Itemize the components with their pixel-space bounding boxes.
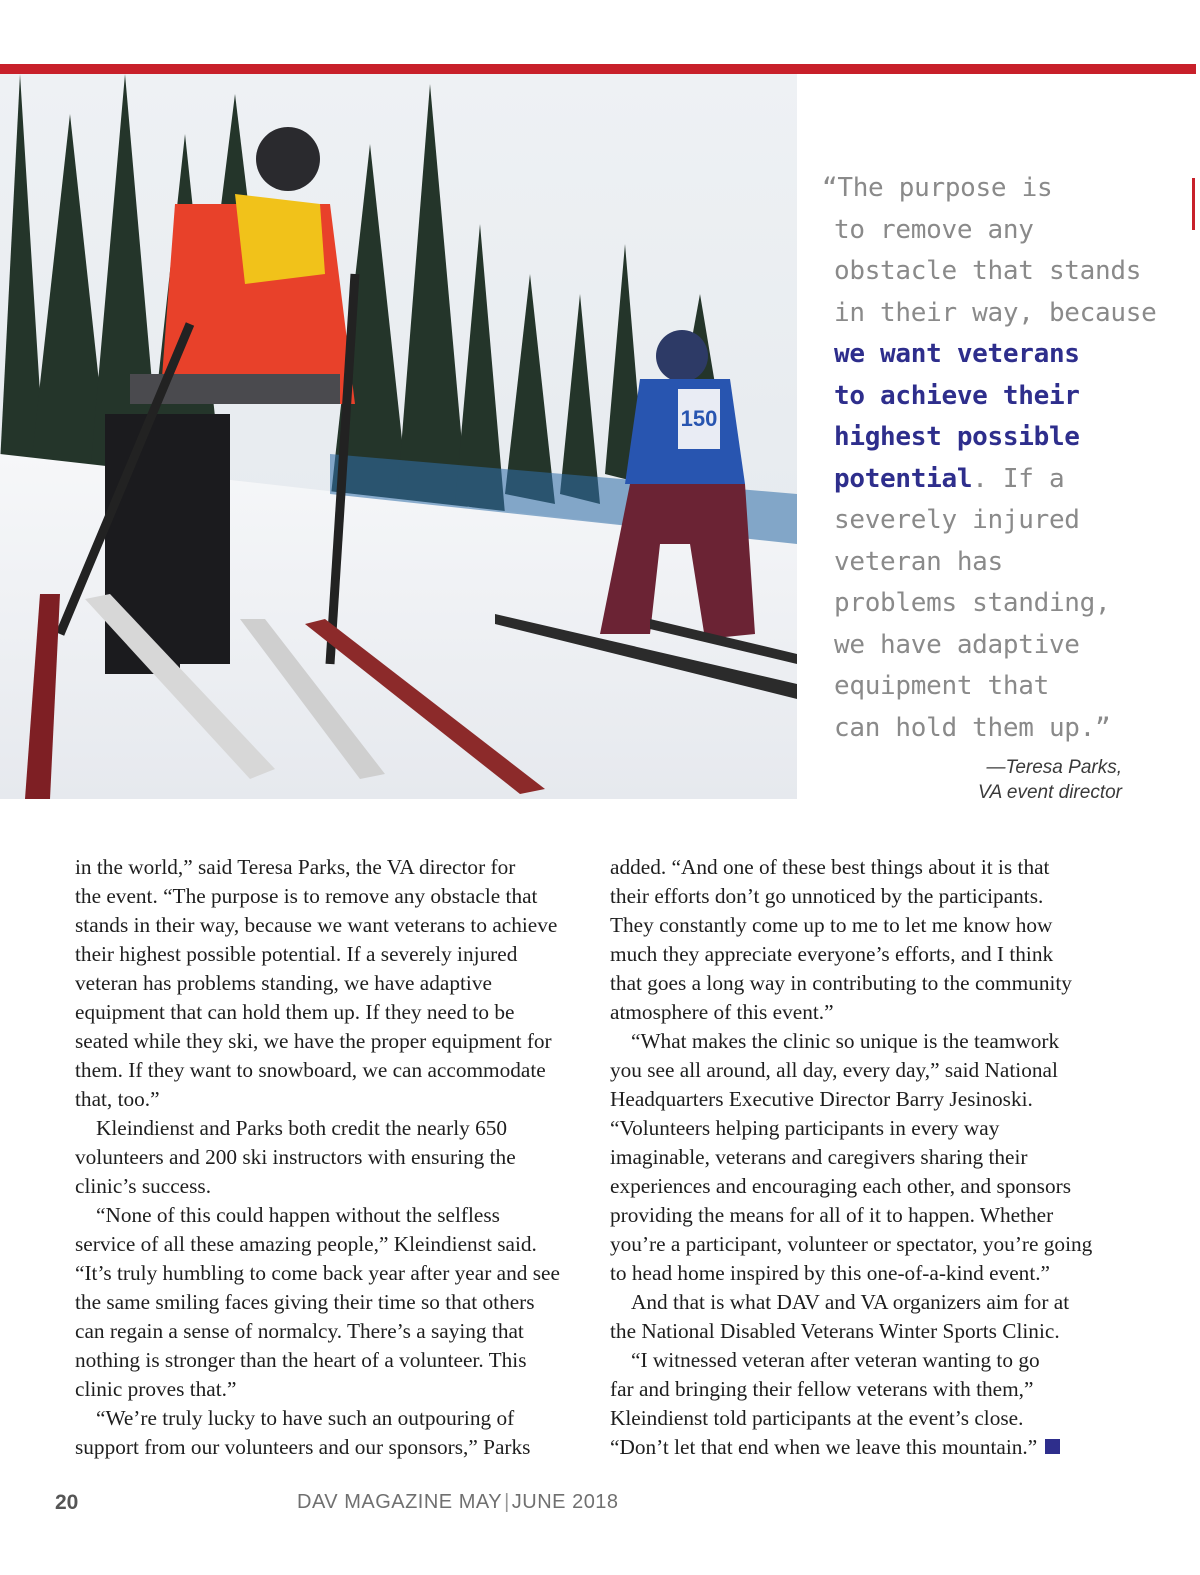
body-line: seated while they ski, we have the proper equipment for bbox=[75, 1029, 552, 1053]
body-line: And that is what DAV and VA organizers aim for at bbox=[631, 1290, 1070, 1314]
pull-quote-highlight-line: we want veterans bbox=[834, 339, 1080, 369]
footer-magazine-name: DAV MAGAZINE bbox=[297, 1491, 453, 1513]
body-line: you’re a participant, volunteer or spectator, you’re going bbox=[610, 1232, 1093, 1256]
body-line: imaginable, veterans and caregivers sharing their bbox=[610, 1145, 1028, 1169]
attribution-name: —Teresa Parks, bbox=[986, 757, 1122, 778]
pull-quote-highlight-line: highest possible bbox=[834, 422, 1080, 452]
body-line: can regain a sense of normalcy. There’s a saying that bbox=[75, 1319, 524, 1343]
body-line: clinic proves that.” bbox=[75, 1377, 237, 1401]
pull-quote-line: to remove any bbox=[834, 214, 1034, 245]
body-line: much they appreciate everyone’s efforts, and I think bbox=[610, 942, 1054, 966]
body-line: that goes a long way in contributing to the community bbox=[610, 971, 1072, 995]
body-line: “None of this could happen without the selfless bbox=[96, 1203, 500, 1227]
body-last-line bbox=[610, 1433, 1130, 1462]
page-edge-mark bbox=[1192, 178, 1195, 230]
body-line: their efforts don’t go unnoticed by the participants. bbox=[610, 884, 1044, 908]
body-line: “It’s truly humbling to come back year after year and see bbox=[75, 1261, 560, 1285]
body-line: “I witnessed veteran after veteran wanting to go bbox=[631, 1348, 1040, 1372]
body-line: the same smiling faces giving their time so that others bbox=[75, 1290, 535, 1314]
body-line: Kleindienst told participants at the event’s close. bbox=[610, 1406, 1024, 1430]
pull-quote-mixed-line bbox=[822, 459, 1152, 501]
body-line: added. “And one of these best things about it is that bbox=[610, 855, 1050, 879]
body-line: “We’re truly lucky to have such an outpouring of bbox=[96, 1406, 515, 1430]
body-line: equipment that can hold them up. If they need to be bbox=[75, 1000, 515, 1024]
body-line: atmosphere of this event.” bbox=[610, 1000, 834, 1024]
body-line: support from our volunteers and our sponsors,” Parks bbox=[75, 1435, 531, 1459]
pull-quote-line: we have adaptive bbox=[834, 629, 1080, 660]
body-column-left bbox=[75, 853, 595, 1462]
body-line: that, too.” bbox=[75, 1087, 160, 1111]
footer-separator: | bbox=[504, 1491, 510, 1513]
feature-photo bbox=[0, 74, 797, 799]
pull-quote-line: severely injured bbox=[834, 505, 1080, 535]
top-red-rule bbox=[0, 64, 1196, 74]
pull-quote-attribution bbox=[978, 755, 1122, 805]
body-line: clinic’s success. bbox=[75, 1174, 212, 1198]
bib-number: 150 bbox=[680, 406, 718, 431]
body-line-text: “Don’t let that end when we leave this mountain.” bbox=[610, 1435, 1038, 1459]
body-column-right bbox=[610, 853, 1130, 1462]
pull-quote-highlight-word: potential bbox=[834, 463, 973, 494]
footer-issue-rest: JUNE 2018 bbox=[511, 1491, 619, 1513]
pull-quote-line: problems standing, bbox=[834, 588, 1111, 618]
body-line: experiences and encouraging each other, and sponsors bbox=[610, 1174, 1071, 1198]
pull-quote-line: can hold them up.” bbox=[834, 712, 1111, 743]
pull-quote-line: in their way, because bbox=[834, 297, 1157, 328]
body-line: veteran has problems standing, we have adaptive bbox=[75, 971, 492, 995]
attribution-title: VA event director bbox=[978, 782, 1122, 803]
body-line: stands in their way, because we want veterans to achieve bbox=[75, 913, 558, 937]
body-line: “What makes the clinic so unique is the teamwork bbox=[631, 1029, 1060, 1053]
body-line: They constantly come up to me to let me know how bbox=[610, 913, 1053, 937]
body-line: Headquarters Executive Director Barry Jesinoski. bbox=[610, 1087, 1033, 1111]
pull-quote-line: veteran has bbox=[834, 546, 1003, 577]
pull-quote bbox=[822, 168, 1157, 749]
end-of-story-mark bbox=[1045, 1439, 1060, 1454]
body-line: nothing is stronger than the heart of a volunteer. This bbox=[75, 1348, 527, 1372]
footer-issue-month: MAY bbox=[458, 1491, 503, 1513]
pull-quote-line: obstacle that stands bbox=[834, 256, 1142, 286]
body-line: them. If they want to snowboard, we can accommodate bbox=[75, 1058, 546, 1082]
body-line: service of all these amazing people,” Kleindienst said. bbox=[75, 1232, 537, 1256]
pull-quote-continuation: . If a bbox=[972, 463, 1065, 494]
pull-quote-line: “The purpose is bbox=[822, 173, 1053, 203]
pull-quote-highlight-line: to achieve their bbox=[834, 380, 1080, 411]
page-number: 20 bbox=[55, 1491, 79, 1514]
body-line: the National Disabled Veterans Winter Sports Clinic. bbox=[610, 1319, 1060, 1343]
body-line: far and bringing their fellow veterans with them,” bbox=[610, 1377, 1034, 1401]
body-line: you see all around, all day, every day,” said National bbox=[610, 1058, 1058, 1082]
body-line: providing the means for all of it to happen. Whether bbox=[610, 1203, 1054, 1227]
footer-magazine-line bbox=[297, 1491, 619, 1514]
body-line: “Volunteers helping participants in every way bbox=[610, 1116, 1000, 1140]
pull-quote-line: equipment that bbox=[834, 671, 1049, 701]
body-line: the event. “The purpose is to remove any obstacle that bbox=[75, 884, 538, 908]
body-line: their highest possible potential. If a severely injured bbox=[75, 942, 518, 966]
body-line: volunteers and 200 ski instructors with ensuring the bbox=[75, 1145, 516, 1169]
body-line: Kleindienst and Parks both credit the nearly 650 bbox=[96, 1116, 508, 1140]
body-line: to head home inspired by this one-of-a-kind event.” bbox=[610, 1261, 1051, 1285]
body-line: in the world,” said Teresa Parks, the VA director for bbox=[75, 855, 516, 879]
